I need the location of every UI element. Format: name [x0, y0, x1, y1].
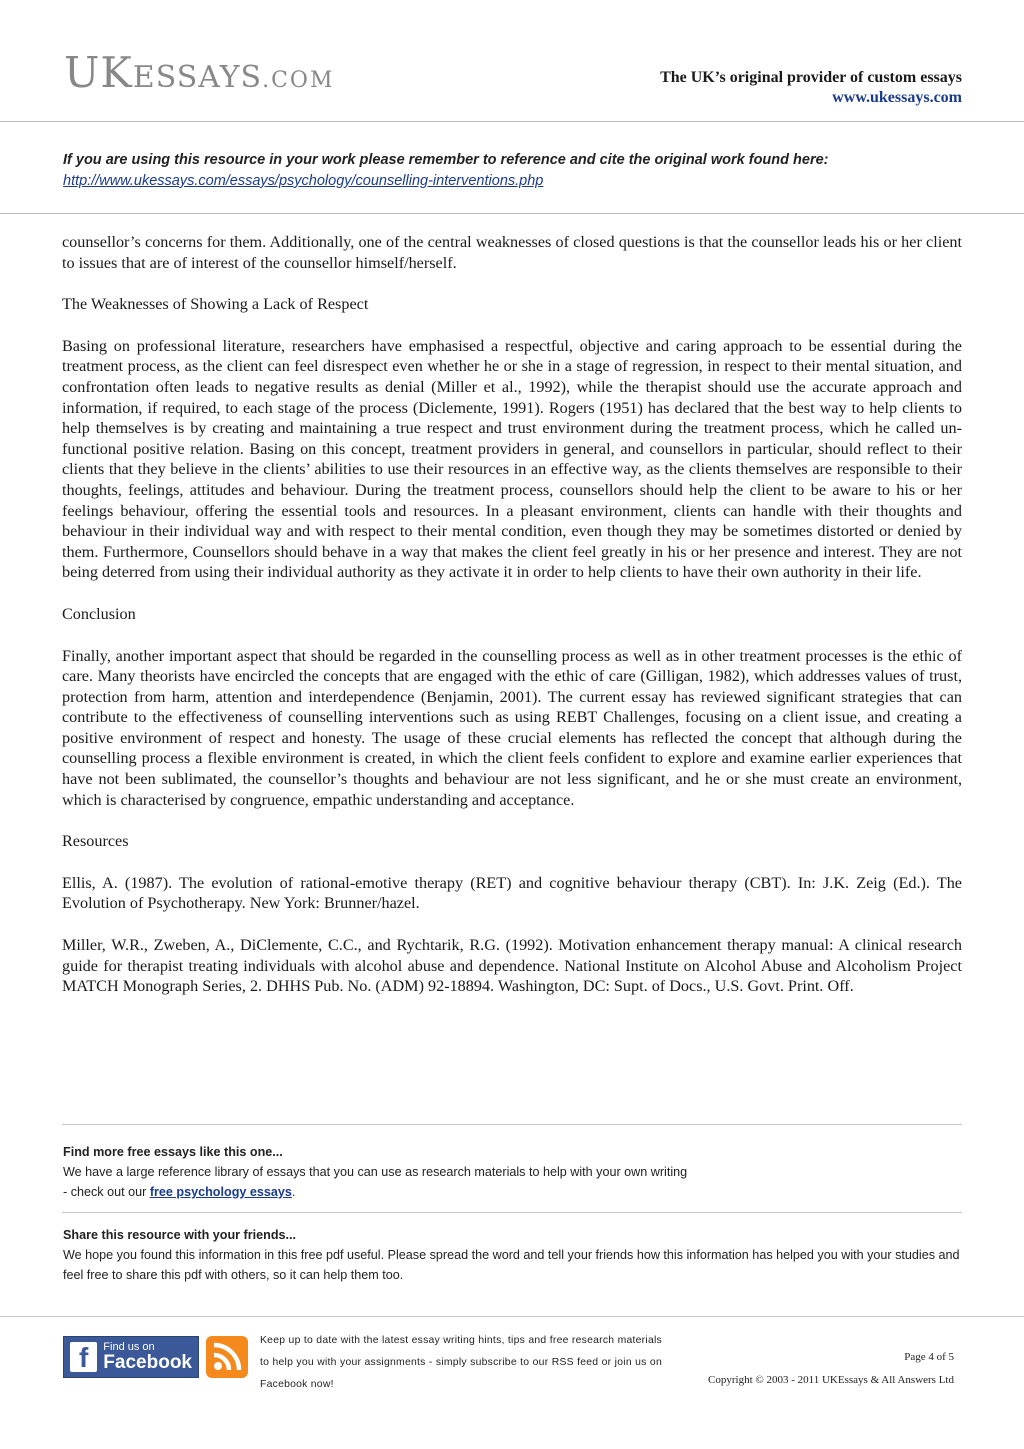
section-heading: The Weaknesses of Showing a Lack of Respect: [62, 295, 369, 314]
share-section: [63, 1225, 962, 1285]
free-psychology-essays-link[interactable]: free psychology essays: [149, 1185, 292, 1199]
section-heading: Conclusion: [62, 604, 136, 623]
citation-lead: If you are using this resource in your work please remember to reference and cite the original work found here:: [63, 152, 829, 168]
more-essays-suffix: .: [291, 1185, 296, 1199]
footer-divider: [62, 1212, 962, 1213]
footer-bottom-divider: [0, 1316, 1024, 1317]
page-number: Page 4 of 5: [904, 1351, 954, 1363]
citation-url-link[interactable]: http://www.ukessays.com/essays/psychology/counselling-interventions.php: [63, 173, 544, 189]
more-essays-text: We have a large reference library of essays that you can use as research materials to help with your own writing: [63, 1165, 688, 1179]
logo-letter-u: U: [64, 48, 101, 97]
share-text: We hope you found this information in this free pdf useful. Please spread the word and tell your friends how this information has helped you with your studies and feel free to share this pdf with others, so it can help them too.: [63, 1248, 960, 1282]
paragraph: Basing on professional literature, researchers have emphasised a respectful, objective and caring approach to be essential during the treatment process, as the client can feel disrespect even whether he or she in a stage of regression, in respect to their mental situation, and confrontation often leads to negative results as denial (Miller et al., 1992), while the therapist should use the accurate approach and information, if required, to each stage of the process (Diclemente, 1991). Rogers (1951) has declared that the best way to help clients to help themselves is by creating and maintaining a true respect and trust environment during the treatment process, which he called un-functional positive relation. Basing on this concept, treatment providers in general, and counsellors in particular, should reflect to their clients that they believe in the clients’ abilities to use their resources in an effective way, as the clients themselves are responsible to their thoughts, feelings, attitudes and behaviour. During the treatment process, counsellors should help the client to be aware to his or her feelings behaviour, offering the essential tools and resources. In a pleasant environment, clients can handle with their thoughts and behaviour in their individual way and with respect to their mental condition, even though they may be sometimes distorted or denied by them. Furthermore, Counsellors should behave in a way that makes the client feel greatly in his or her presence and interest. They are not being deterred from using their individual authority as they activate it in order to help clients to have their own authority in their life.: [62, 336, 962, 582]
site-url-link[interactable]: www.ukessays.com: [832, 89, 962, 106]
more-essays-prefix: - check out our: [63, 1185, 150, 1199]
paragraph: Finally, another important aspect that should be regarded in the counselling process as well as in other treatment processes is the ethic of care. Many theorists have encircled the concepts that are engaged with the ethic of care (Gilligan, 1982), which addresses values of trust, protection from harm, attention and interdependence (Benjamin, 2001). The current essay has reviewed significant strategies that can contribute to the effectiveness of counselling interventions such as using REBT Challenges, focusing on a client issue, and creating a positive environment of respect and honesty. The usage of these crucial elements has reflected the concept that although during the counselling process a flexible environment is created, in which the client feels confident to explore and examine earlier experiences that have not been sublimated, the counsellor’s thoughts and behaviour are not less significant, and he or she must create an environment, which is characterised by congruence, empathic understanding and acceptance.: [62, 646, 962, 809]
citation-notice: [63, 150, 962, 192]
facebook-button[interactable]: [63, 1336, 199, 1378]
reference-item: Ellis, A. (1987). The evolution of rational-emotive therapy (RET) and cognitive behaviour therapy (CBT). In: J.K. Zeig (Ed.). The Evolution of Psychotherapy. New York: Brunner/hazel.: [62, 873, 962, 913]
subscribe-text: Keep up to date with the latest essay writing hints, tips and free research materials to help you with your assignments - simply subscribe to our RSS feed or join us on Facebook now!: [260, 1335, 662, 1390]
facebook-label-big: Facebook: [103, 1352, 192, 1373]
logo-letter-k: K: [100, 48, 133, 97]
header-tagline-block: [660, 68, 962, 108]
rss-icon: [206, 1336, 248, 1378]
logo-essays: ESSAYS: [132, 60, 263, 95]
logo-dotcom: .COM: [262, 68, 335, 93]
citation-divider: [0, 213, 1024, 214]
header-tagline: The UK’s original provider of custom essays: [660, 69, 962, 86]
header-divider: [0, 121, 1024, 122]
footer-divider: [62, 1124, 962, 1125]
share-heading: Share this resource with your friends...: [63, 1228, 297, 1242]
more-essays-heading: Find more free essays like this one...: [63, 1145, 283, 1159]
section-heading: Resources: [62, 832, 129, 851]
facebook-label: [103, 1342, 192, 1372]
more-essays-section: [63, 1142, 962, 1202]
paragraph: counsellor’s concerns for them. Additionally, one of the central weaknesses of closed questions is that the counsellor leads his or her client to issues that are of interest of the counsellor himself/herself.: [62, 233, 962, 272]
ukessays-logo[interactable]: [64, 48, 335, 97]
essay-body: [62, 232, 962, 1018]
rss-feed-button[interactable]: [206, 1336, 248, 1378]
facebook-label-small: Find us on: [103, 1341, 155, 1353]
reference-item: Miller, W.R., Zweben, A., DiClemente, C.C., and Rychtarik, R.G. (1992). Motivation enhancement therapy manual: A clinical research guide for therapist treating individuals with alcohol abuse and dependence. National Institute on Alcohol Abuse and Alcoholism Project MATCH Monograph Series, 2. DHHS Pub. No. (ADM) 92-18894. Washington, DC: Supt. of Docs., U.S. Govt. Print. Off.: [62, 936, 962, 996]
copyright-notice: Copyright © 2003 - 2011 UKEssays & All Answers Ltd: [708, 1374, 954, 1386]
facebook-icon: f: [70, 1342, 97, 1372]
